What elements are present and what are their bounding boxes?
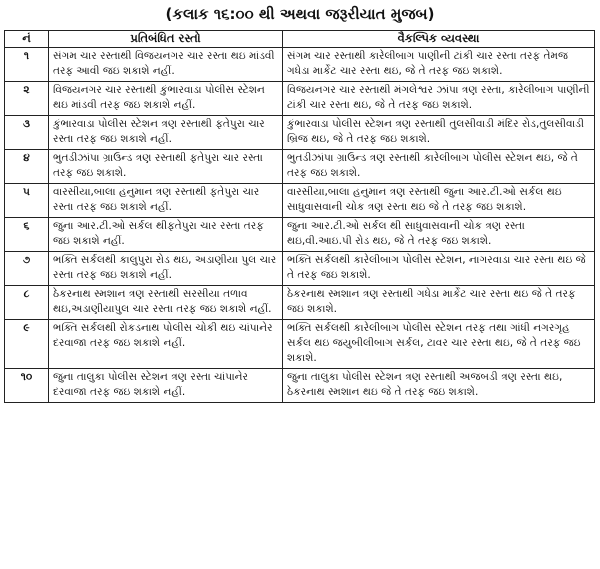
row-number: ૫ bbox=[5, 184, 49, 218]
table-header-row bbox=[5, 31, 595, 48]
row-number: ૧૦ bbox=[5, 369, 49, 403]
alternative-arrangement-cell: જુના તાલુકા પોલીસ સ્ટેશન ત્રણ રસ્તાથી અજબડી ત્રણ રસ્તા થઇ, ઠેકરનાથ સ્મશાન થઇ જે તે તરફ જઇ શકાશે. bbox=[283, 369, 595, 403]
table-row bbox=[5, 82, 595, 116]
restricted-route-cell: ઠેકરનાથ સ્મશાન ત્રણ રસ્તાથી સરસીયા તળાવ થઇ,અડાણીયાપુલ ચાર રસ્તા તરફ જઇ શકાશે નહીં. bbox=[49, 286, 283, 320]
row-number: ૨ bbox=[5, 82, 49, 116]
row-number: ૧ bbox=[5, 48, 49, 82]
row-number: ૩ bbox=[5, 116, 49, 150]
restricted-route-cell: સંગમ ચાર રસ્તાથી વિજયનગર ચાર રસ્તા થઇ માંડવી તરફ આવી જઇ શકાશે નહીં. bbox=[49, 48, 283, 82]
restricted-route-cell: જુના તાલુકા પોલીસ સ્ટેશન ત્રણ રસ્તા ચાંપાનેર દરવાજા તરફ જઇ શકાશે નહીં. bbox=[49, 369, 283, 403]
restricted-route-cell: કુંભારવાડા પોલીસ સ્ટેશન ત્રણ રસ્તાથી ફતેપુરા ચાર રસ્તા તરફ જઇ શકાશે નહીં. bbox=[49, 116, 283, 150]
table-row bbox=[5, 369, 595, 403]
header-restricted-route: પ્રતિબંધિત રસ્તો bbox=[49, 31, 283, 48]
restricted-route-cell: જુના આર.ટી.ઓ સર્કલ થીફતેપુરા ચાર રસ્તા તરફ જઇ શકાશે નહીં. bbox=[49, 218, 283, 252]
row-number: ૯ bbox=[5, 320, 49, 369]
table-row bbox=[5, 48, 595, 82]
alternative-arrangement-cell: ભક્તિ સર્કલથી કારેલીબાગ પોલીસ સ્ટેશન, નાગરવાડા ચાર રસ્તા થઇ જે તે તરફ જઇ શકાશે. bbox=[283, 252, 595, 286]
header-number: નં bbox=[5, 31, 49, 48]
table-row bbox=[5, 150, 595, 184]
row-number: ૪ bbox=[5, 150, 49, 184]
restricted-route-cell: ભક્તિ સર્કલથી રોકડનાથ પોલીસ ચોકી થઇ ચાંપાનેર દરવાજા તરફ જઇ શકાશે નહીં. bbox=[49, 320, 283, 369]
alternative-arrangement-cell: ભુતડીઝાંપા ગ્રાઉન્ડ ત્રણ રસ્તાથી કારેલીબાગ પોલીસ સ્ટેશન થઇ, જે તે તરફ જઇ શકાશે. bbox=[283, 150, 595, 184]
alternative-arrangement-cell: ઠેકરનાથ સ્મશાન ત્રણ રસ્તાથી ગધેડા માર્કેટ ચાર રસ્તા થઇ જે તે તરફ જઇ શકાશે. bbox=[283, 286, 595, 320]
table-row bbox=[5, 252, 595, 286]
alternative-arrangement-cell: વિજયનગર ચાર રસ્તાથી મંગલેશ્વર ઝાંપા ત્રણ રસ્તા, કારેલીબાગ પાણીની ટાંકી ચાર રસ્તા થઇ, જે તે તરફ જઇ શકાશે. bbox=[283, 82, 595, 116]
alternative-arrangement-cell: જુના આર.ટી.ઓ સર્કલ થી સાધુવાસવાની ચોક ત્રણ રસ્તા થઇ,વી.આઇ.પી રોડ થઇ, જે તે તરફ જઇ શકાશે. bbox=[283, 218, 595, 252]
alternative-arrangement-cell: ભક્તિ સર્કલથી કારેલીબાગ પોલીસ સ્ટેશન તરફ તથા ગાંધી નગરગૃહ સર્કલ થઇ જયુબીલીબાગ સર્કલ, ટાવર ચાર રસ્તા થઇ, જે તે તરફ જઇ શકાશે. bbox=[283, 320, 595, 369]
table-row bbox=[5, 286, 595, 320]
alternative-arrangement-cell: કુંભારવાડા પોલીસ સ્ટેશન ત્રણ રસ્તાથી તુલસીવાડી મંદિર રોડ,તુલસીવાડી બ્રિજ થઇ, જે તે તરફ જઇ શકાશે. bbox=[283, 116, 595, 150]
header-alternative-arrangement: વૈકલ્પિક વ્યવસ્થા bbox=[283, 31, 595, 48]
alternative-arrangement-cell: સંગમ ચાર રસ્તાથી કારેલીબાગ પાણીની ટાંકી ચાર રસ્તા તરફ તેમજ ગધેડા માર્કેટ ચાર રસ્તા થઇ, જે તે તરફ જઇ શકાશે. bbox=[283, 48, 595, 82]
document-heading: (કલાક ૧૬:૦૦ થી અથવા જરૂરીયાત મુજબ) bbox=[165, 5, 435, 23]
restricted-route-cell: વિજયનગર ચાર રસ્તાથી કુંભારવાડા પોલીસ સ્ટેશન થઇ માંડવી તરફ જઇ શકાશે નહીં. bbox=[49, 82, 283, 116]
table-row bbox=[5, 218, 595, 252]
restricted-route-cell: ભુતડીઝાંપા ગ્રાઉન્ડ ત્રણ રસ્તાથી ફતેપુરા ચાર રસ્તા તરફ જઇ શકાશે. bbox=[49, 150, 283, 184]
table-row bbox=[5, 320, 595, 369]
restricted-route-cell: ભક્તિ સર્કલથી કાલુપુરા રોડ થઇ, અડાણીયા પુલ ચાર રસ્તા તરફ જઇ શકાશે નહીં. bbox=[49, 252, 283, 286]
route-diversion-table bbox=[4, 30, 595, 403]
row-number: ૮ bbox=[5, 286, 49, 320]
table-row bbox=[5, 184, 595, 218]
restricted-route-cell: વારસીયા,બાલા હનુમાન ત્રણ રસ્તાથી ફતેપુરા ચાર રસ્તા તરફ જઇ શકાશે નહીં. bbox=[49, 184, 283, 218]
alternative-arrangement-cell: વારસીયા,બાલા હનુમાન ત્રણ રસ્તાથી જુના આર.ટી.ઓ સર્કલ થઇ સાધુવાસવાની ચોક ત્રણ રસ્તા થઇ જે તે તરફ જઇ શકાશે. bbox=[283, 184, 595, 218]
row-number: ૭ bbox=[5, 252, 49, 286]
row-number: ૬ bbox=[5, 218, 49, 252]
table-row bbox=[5, 116, 595, 150]
